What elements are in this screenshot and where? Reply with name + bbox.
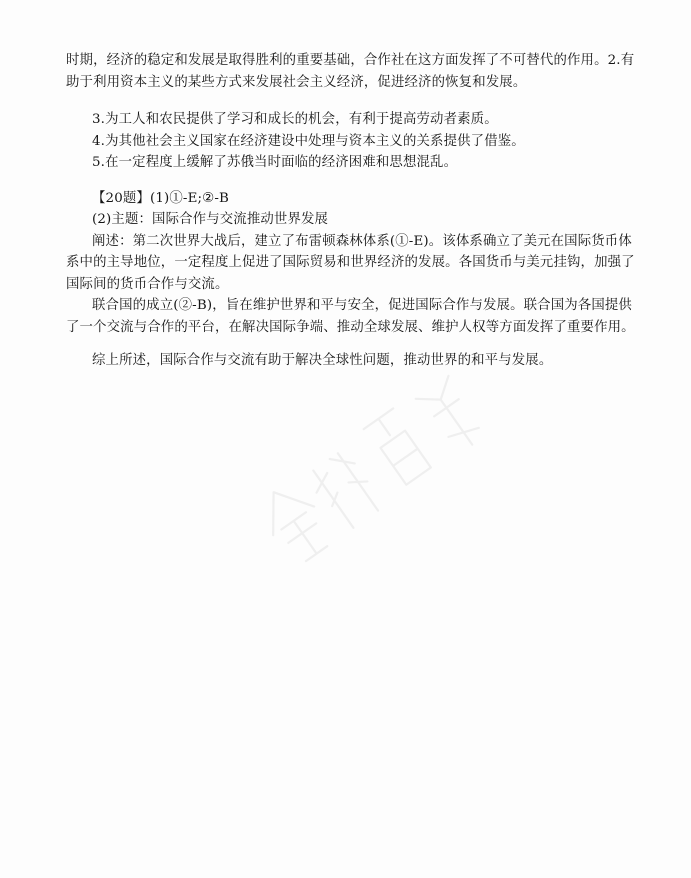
q20-conclusion: 综上所述，国际合作与交流有助于解决全球性问题，推动世界的和平与发展。 <box>92 353 553 368</box>
point-4: 4.为其他社会主义国家在经济建设中处理与资本主义的关系提供了借鉴。 <box>92 133 525 149</box>
document-body <box>66 50 642 372</box>
point-3: 3.为工人和农民提供了学习和成长的机会，有利于提高劳动者素质。 <box>92 112 498 127</box>
point-5: 5.在一定程度上缓解了苏俄当时面临的经济困难和思想混乱。 <box>92 155 458 170</box>
top-paragraph: 时期，经济的稳定和发展是取得胜利的重要基础，合作社在这方面发挥了不可替代的作用。2.有助于利用资本主义的某些方式来发展社会主义经济，促进经济的恢复和发展。 <box>66 53 635 90</box>
q20-theme: (2)主题：国际合作与交流推动世界发展 <box>92 212 329 227</box>
q20-answer-1: 【20题】(1)①-E;②-B <box>92 190 229 206</box>
q20-paragraph-1: 阐述：第二次世界大战后，建立了布雷顿森林体系(①-E)。该体系确立了美元在国际货币体系中的主导地位，一定程度上促进了国际贸易和世界经济的发展。各国货币与美元挂钩，加强了国际间的货币合作与交流。 <box>66 233 635 292</box>
q20-paragraph-2: 联合国的成立(②-B)，旨在维护世界和平与安全，促进国际合作与发展。联合国为各国提供了一个交流与合作的平台，在解决国际争端、推动全球发展、维护人权等方面发挥了重要作用。 <box>66 298 635 335</box>
